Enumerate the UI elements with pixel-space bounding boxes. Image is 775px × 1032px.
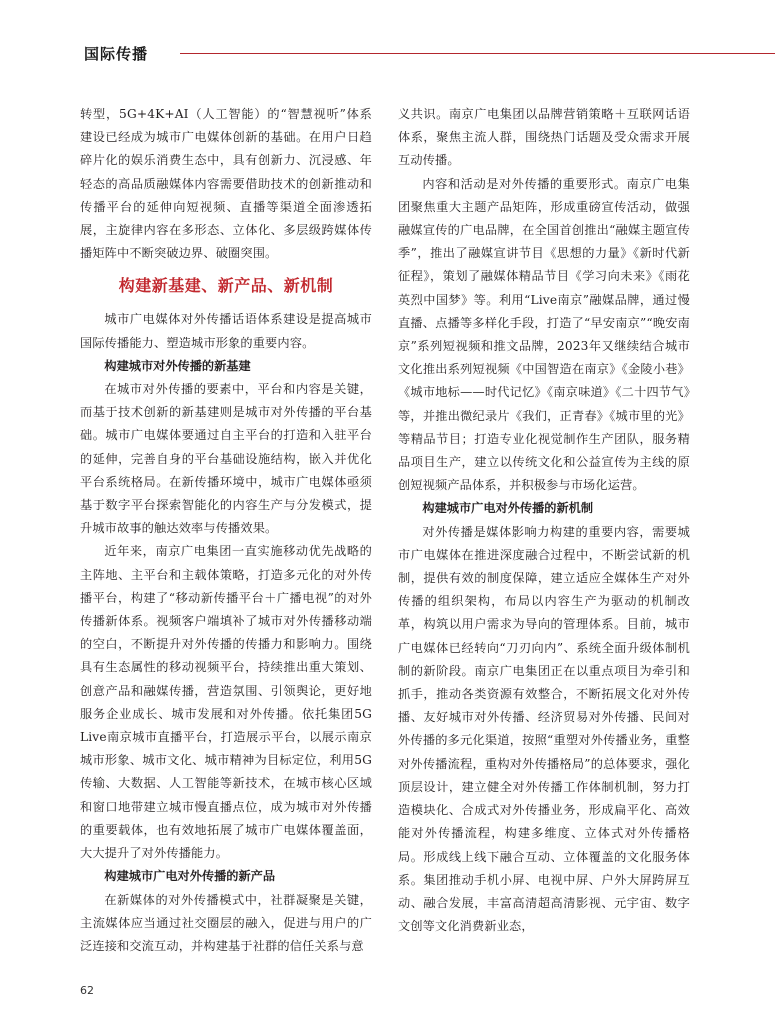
paragraph: 内容和活动是对外传播的重要形式。南京广电集团聚焦重大主题产品矩阵，形成重磅宣传活动，做强融媒宣传的广电品牌，在全国首创推出“融媒主题宣传季”，推出了融媒宣讲节目《思想的力量》《新时代新征程》，策划了融媒体精品节目《学习向未来》《雨花英烈中国梦》等。利用“Live南京”融媒品牌，通过慢直播、点播等多样化手段，打造了“早安南京”“晚安南京”系列短视频和推文品牌，2023年又继续结合城市文化推出系列短视频《中国智造在南京》《金陵小巷》《城市地标——时代记忆》《南京味道》《二十四节气》等，并推出微纪录片《我们，正青春》《城市里的光》等精品节目；打造专业化视觉制作生产团队，服务精品项目生产，建立以传统文化和公益宣传为主线的原创短视频产品体系，并积极参与市场化运营。 [398, 176, 690, 493]
section-header-title: 国际传播 [84, 45, 149, 63]
subheading-new-infrastructure: 构建城市对外传播的新基建 [104, 358, 251, 373]
subheading-new-mechanism: 构建城市广电对外传播的新机制 [422, 501, 594, 516]
paragraph: 在城市对外传播的要素中，平台和内容是关键，而基于技术创新的新基建则是城市对外传播的平台基础。城市广电媒体要通过自主平台的打造和入驻平台的延伸，完善自身的平台基础设施结构，嵌入并优化平台系统格局。在新传播环境中，城市广电媒体亟须基于数字平台探索智能化的内容生产与分发模式，提升城市故事的触达效率与传播效果。 [80, 382, 372, 536]
right-column [398, 103, 690, 938]
paragraph: 近年来，南京广电集团一直实施移动优先战略的主阵地、主平台和主载体策略，打造多元化的对外传播平台，构建了“移动新传播平台＋广播电视”的对外传播新体系。视频客户端填补了城市对外传播移动端的空白，不断提升对外传播的传播力和影响力。围绕具有生态属性的移动视频平台，持续推出重大策划、创意产品和融媒传播，营造氛围、引领舆论，更好地服务企业成长、城市发展和对外传播。依托集团5G Live南京城市直播平台，打造展示平台，以展示南京城市形象、城市文化、城市精神为目标定位，利用5G传输、大数据、人工智能等新技术，在城市核心区域和窗口地带建立城市慢直播点位，成为城市对外传播的重要载体，也有效地拓展了城市广电媒体覆盖面，大大提升了对外传播能力。 [80, 544, 372, 861]
page-number: 62 [80, 984, 94, 997]
paragraph: 城市广电媒体对外传播话语体系建设是提高城市国际传播能力、塑造城市形象的重要内容。 [80, 312, 372, 350]
page-header [84, 40, 775, 68]
paragraph: 转型，5G+4K+AI（人工智能）的“智慧视听”体系建设已经成为城市广电媒体创新的基础。在用户日趋碎片化的娱乐消费生态中，具有创新力、沉浸感、年轻态的高品质融媒体内容需要借助技术的创新推动和传播平台的延伸向短视频、直播等渠道全面渗透拓展，主旋律内容在多形态、立体化、多层级跨媒体传播矩阵中不断突破边界、破圈突围。 [80, 107, 372, 261]
section-title: 构建新基建、新产品、新机制 [118, 276, 334, 296]
header-divider [180, 53, 775, 54]
left-column [80, 103, 372, 958]
paragraph: 义共识。南京广电集团以品牌营销策略＋互联网话语体系，聚焦主流人群，围绕热门话题及受众需求开展互动传播。 [398, 107, 690, 168]
paragraph: 对外传播是媒体影响力构建的重要内容，需要城市广电媒体在推进深度融合过程中，不断尝试新的机制，提供有效的制度保障，建立适应全媒体生产对外传播的组织架构，布局以内容生产为驱动的机制改革，构筑以用户需求为导向的管理体系。目前，城市广电媒体已经转向“刀刃向内”、系统全面升级体制机制的新阶段。南京广电集团正在以重点项目为牵引和抓手，推动各类资源有效整合，不断拓展文化对外传播、友好城市对外传播、经济贸易对外传播、民间对外传播的多元化渠道，按照“重塑对外传播业务，重整对外传播流程，重构对外传播格局”的总体要求，强化顶层设计，建立健全对外传播工作体制机制，努力打造模块化、合成式对外传播业务，形成扁平化、高效能对外传播流程，构建多维度、立体式对外传播格局。形成线上线下融合互动、立体覆盖的文化服务体系。集团推动手机小屏、电视中屏、户外大屏跨屏互动、融合发展，丰富高清超高清影视、元宇宙、数字文创等文化消费新业态， [398, 524, 690, 934]
paragraph: 在新媒体的对外传播模式中，社群凝聚是关键，主流媒体应当通过社交圈层的融入，促进与用户的广泛连接和交流互动，并构建基于社群的信任关系与意 [80, 892, 372, 953]
subheading-new-products: 构建城市广电对外传播的新产品 [104, 869, 276, 884]
